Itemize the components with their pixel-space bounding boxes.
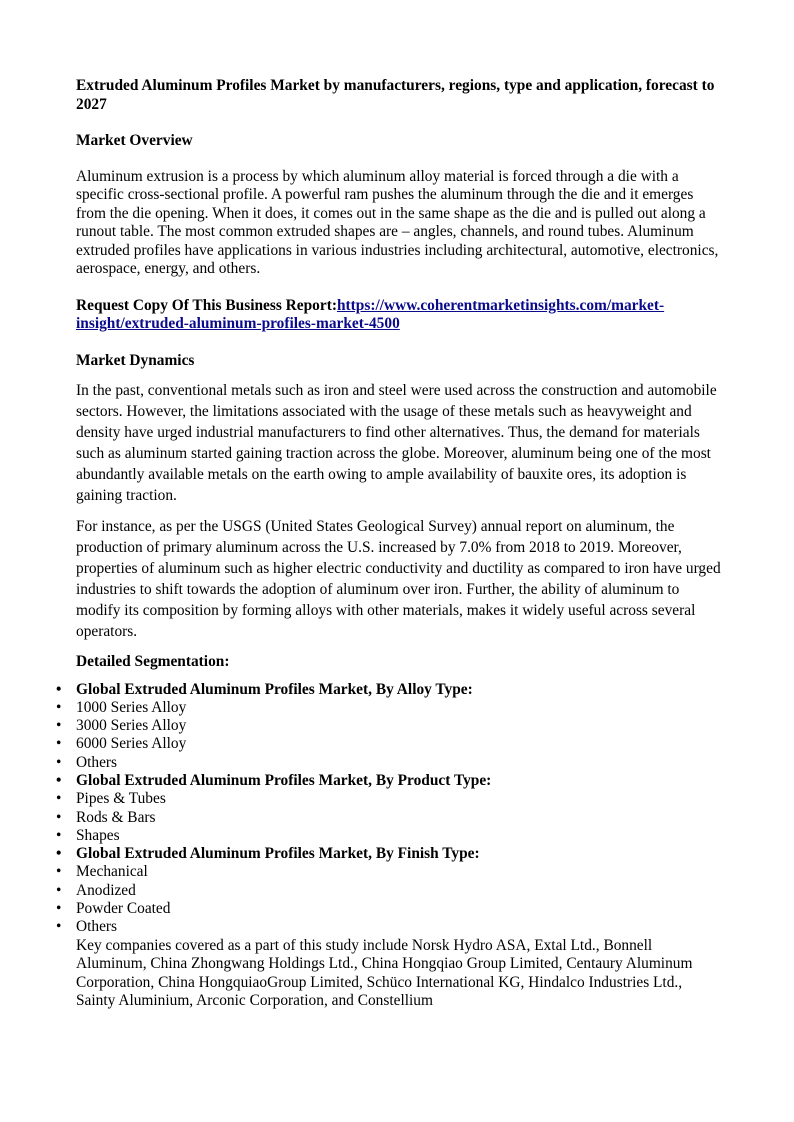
- list-item: • 3000 Series Alloy: [76, 717, 724, 735]
- list-item: • Global Extruded Aluminum Profiles Market, By Alloy Type:: [76, 681, 724, 699]
- detailed-segmentation-heading: Detailed Segmentation:: [76, 653, 230, 670]
- document-page: [76, 77, 724, 1011]
- market-overview-heading: Market Overview: [76, 132, 193, 149]
- list-item: • 6000 Series Alloy: [76, 735, 724, 753]
- segmentation-list: [76, 681, 724, 937]
- list-item: • Shapes: [76, 827, 724, 845]
- list-item: • Others: [76, 918, 724, 936]
- list-item: • 1000 Series Alloy: [76, 699, 724, 717]
- list-item: • Rods & Bars: [76, 809, 724, 827]
- request-copy-label: Request Copy Of This Business Report:: [76, 296, 337, 314]
- market-dynamics-paragraph-2: For instance, as per the USGS (United States Geological Survey) annual report on aluminum, the production of primary aluminum across the U.S. increased by 7.0% from 2018 to 2019. Moreover, properties of aluminum such as higher electric conductivity and ductility as compared to iron have urged industries to shift towards the adoption of aluminum over iron. Further, the ability of aluminum to modify its composition by forming alloys with other materials, makes it widely useful across several operators.: [76, 518, 721, 640]
- list-item: • Global Extruded Aluminum Profiles Market, By Product Type:: [76, 772, 724, 790]
- document-title: Extruded Aluminum Profiles Market by manufacturers, regions, type and application, forecast to 2027: [76, 77, 715, 113]
- list-item: • Powder Coated: [76, 900, 724, 918]
- key-companies-text: Key companies covered as a part of this study include Norsk Hydro ASA, Extal Ltd., Bonnell Aluminum, China Zhongwang Holdings Ltd., China Hongqiao Group Limited, Centaury Aluminum Corporation, China HongquiaoGroup Limited, Schüco International KG, Hindalco Industries Ltd., Sainty Aluminium, Arconic Corporation, and Constellium: [76, 936, 693, 1010]
- market-dynamics-heading: Market Dynamics: [76, 351, 195, 369]
- list-item: • Mechanical: [76, 863, 724, 881]
- request-copy-line: [76, 297, 724, 334]
- market-dynamics-paragraph-1: In the past, conventional metals such as iron and steel were used across the construction and automobile sectors. However, the limitations associated with the usage of these metals such as heavyweight and density have urged industrial manufacturers to find other alternatives. Thus, the demand for materials such as aluminum started gaining traction across the globe. Moreover, aluminum being one of the most abundantly available metals on the earth owing to ample availability of bauxite ores, its adoption is gaining traction.: [76, 382, 717, 504]
- list-item: • Pipes & Tubes: [76, 790, 724, 808]
- list-item: • Anodized: [76, 882, 724, 900]
- list-item: • Others: [76, 754, 724, 772]
- report-link[interactable]: https://www.coherentmarketinsights.com/market-insight/extruded-aluminum-profiles-market-4500: [76, 296, 665, 332]
- market-overview-text: Aluminum extrusion is a process by which aluminum alloy material is forced through a die with a specific cross-sectional profile. A powerful ram pushes the aluminum through the die and it emerges from the die opening. When it does, it comes out in the same shape as the die and is pulled out along a runout table. The most common extruded shapes are – angles, channels, and round tubes. Aluminum extruded profiles have applications in various industries including architectural, automotive, electronics, aerospace, energy, and others.: [76, 167, 719, 277]
- list-item: • Global Extruded Aluminum Profiles Market, By Finish Type:: [76, 845, 724, 863]
